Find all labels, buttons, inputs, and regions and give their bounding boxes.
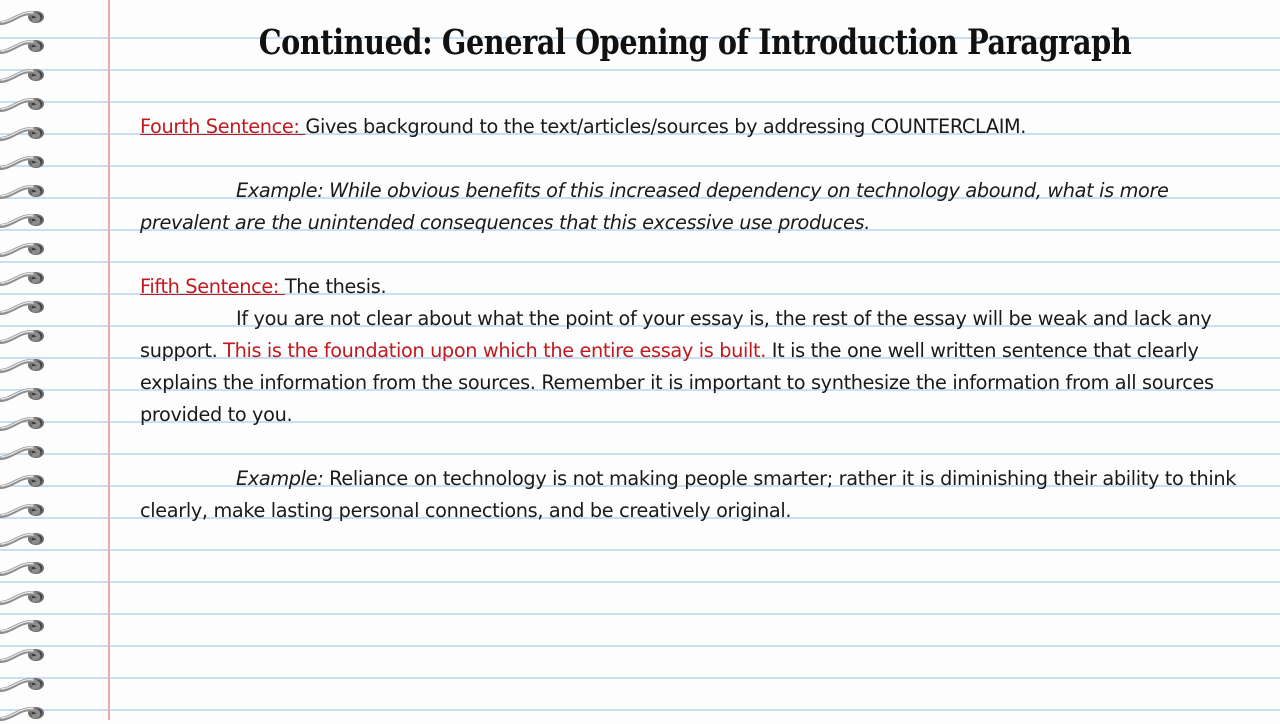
fourth-sentence-label: Fourth Sentence:	[140, 115, 306, 138]
fourth-sentence-example: Example: While obvious benefits of this increased dependency on technology abound, what is more prevalent are the unintended consequences that this excessive use produces.	[140, 179, 1169, 234]
fourth-sentence-line	[140, 111, 1250, 143]
spiral-ring-icon	[0, 267, 50, 289]
spiral-ring-icon	[0, 702, 50, 724]
thesis-example-label: Example:	[236, 467, 324, 490]
spiral-ring-icon	[0, 383, 50, 405]
thesis-explanation-part1: If you are not clear about what the point of your essay is, the rest of the essay will be weak and lack any support.	[140, 307, 1212, 362]
spiral-ring-icon	[0, 470, 50, 492]
spiral-ring-icon	[0, 122, 50, 144]
thesis-example-paragraph	[140, 463, 1250, 527]
notebook-spiral-binding	[0, 0, 50, 720]
spiral-ring-icon	[0, 209, 50, 231]
spiral-ring-icon	[0, 93, 50, 115]
spiral-ring-icon	[0, 238, 50, 260]
notebook-margin-line	[108, 0, 110, 720]
fourth-sentence-example-paragraph	[140, 175, 1250, 239]
thesis-example-text: Reliance on technology is not making people smarter; rather it is diminishing their ability to think clearly, make lasting personal connections, and be creatively original.	[140, 467, 1237, 522]
slide-body	[140, 111, 1250, 527]
spiral-ring-icon	[0, 354, 50, 376]
spiral-ring-icon	[0, 441, 50, 463]
spiral-ring-icon	[0, 673, 50, 695]
spiral-ring-icon	[0, 64, 50, 86]
thesis-explanation-paragraph	[140, 303, 1250, 431]
spiral-ring-icon	[0, 644, 50, 666]
spiral-ring-icon	[0, 528, 50, 550]
fifth-sentence-line	[140, 271, 1250, 303]
spiral-ring-icon	[0, 151, 50, 173]
spiral-ring-icon	[0, 499, 50, 521]
thesis-foundation-highlight: This is the foundation upon which the entire essay is built.	[223, 339, 766, 362]
page-title: Continued: General Opening of Introduction Paragraph	[258, 22, 1132, 63]
spiral-ring-icon	[0, 615, 50, 637]
spiral-ring-icon	[0, 557, 50, 579]
fifth-sentence-label: Fifth Sentence:	[140, 275, 285, 298]
fourth-sentence-text: Gives background to the text/articles/sources by addressing COUNTERCLAIM.	[305, 115, 1027, 138]
spiral-ring-icon	[0, 586, 50, 608]
spiral-ring-icon	[0, 35, 50, 57]
spiral-ring-icon	[0, 296, 50, 318]
fifth-sentence-text: The thesis.	[284, 275, 387, 298]
spiral-ring-icon	[0, 6, 50, 28]
spiral-ring-icon	[0, 325, 50, 347]
thesis-explanation-part2: It is the one well written sentence that clearly explains the information from the sources. Remember it is important to synthesize the information from all sources provided to you.	[140, 339, 1214, 426]
spiral-ring-icon	[0, 412, 50, 434]
spiral-ring-icon	[0, 180, 50, 202]
